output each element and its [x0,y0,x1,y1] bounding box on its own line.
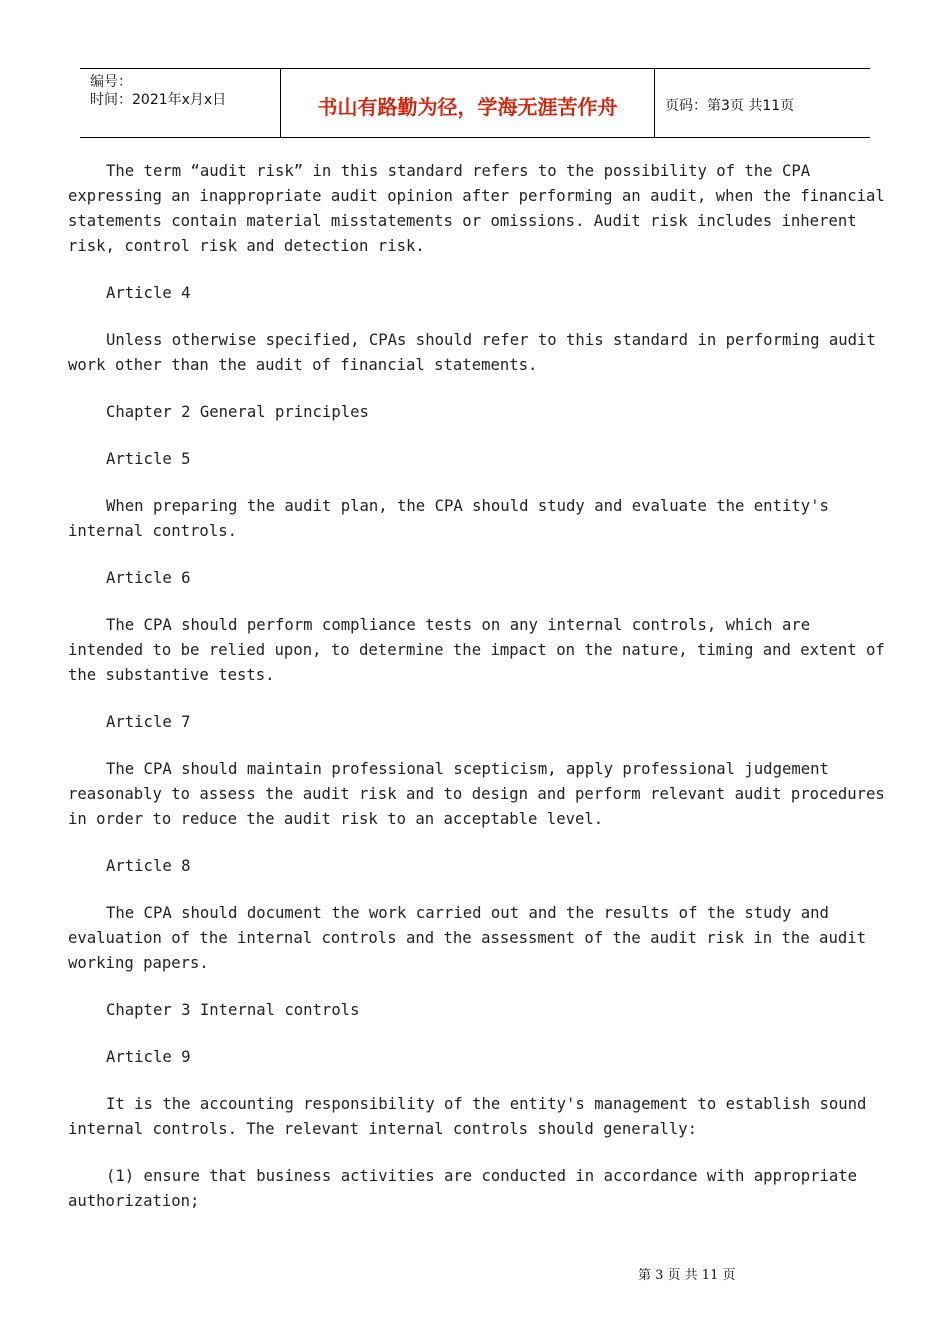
paragraph: When preparing the audit plan, the CPA should study and evaluate the entity's internal controls. [68,497,839,540]
paragraph: It is the accounting responsibility of the entity's management to establish sound internal controls. The relevant internal controls should generally: [68,1095,876,1138]
article-heading: Article 8 [106,857,191,875]
article-heading: Article 9 [106,1048,191,1066]
article-heading: Article 6 [106,569,191,587]
paragraph: The term “audit risk” in this standard refers to the possibility of the CPA expressing an inappropriate audit opinion after performing an audit, when the financial statements contain material misstatements or omissions. Audit risk includes inherent risk, control risk and detection risk. [68,162,895,255]
footer-page-number: 第 3 页 共 11 页 [638,1268,736,1283]
paragraph: Unless otherwise specified, CPAs should refer to this standard in performing audit work other than the audit of financial statements. [68,331,886,374]
article-heading: Article 7 [106,713,191,731]
number-label: 编号： [90,74,132,90]
list-item: (1) ensure that business activities are conducted in accordance with appropriate authorization; [68,1167,867,1210]
article-heading: Article 5 [106,450,191,468]
article-heading: Article 4 [106,284,191,302]
page-header [80,68,870,138]
header-page-info: 页码：第3页 共11页 [665,98,795,114]
chapter-heading: Chapter 2 General principles [106,403,369,421]
document-body [68,159,895,1236]
time-label: 时间：2021年x月x日 [90,92,227,108]
paragraph: The CPA should perform compliance tests on any internal controls, which are intended to be relied upon, to determine the impact on the nature, timing and extent of the substantive tests. [68,616,895,684]
paragraph: The CPA should document the work carried out and the results of the study and evaluation of the internal controls and the assessment of the audit risk in the audit working papers. [68,904,876,972]
paragraph: The CPA should maintain professional scepticism, apply professional judgement reasonably to assess the audit risk and to design and perform relevant audit procedures in order to reduce the audit risk to an acceptable level. [68,760,895,828]
header-motto: 书山有路勤为径，学海无涯苦作舟 [281,69,655,137]
header-meta [80,69,281,137]
chapter-heading: Chapter 3 Internal controls [106,1001,360,1019]
